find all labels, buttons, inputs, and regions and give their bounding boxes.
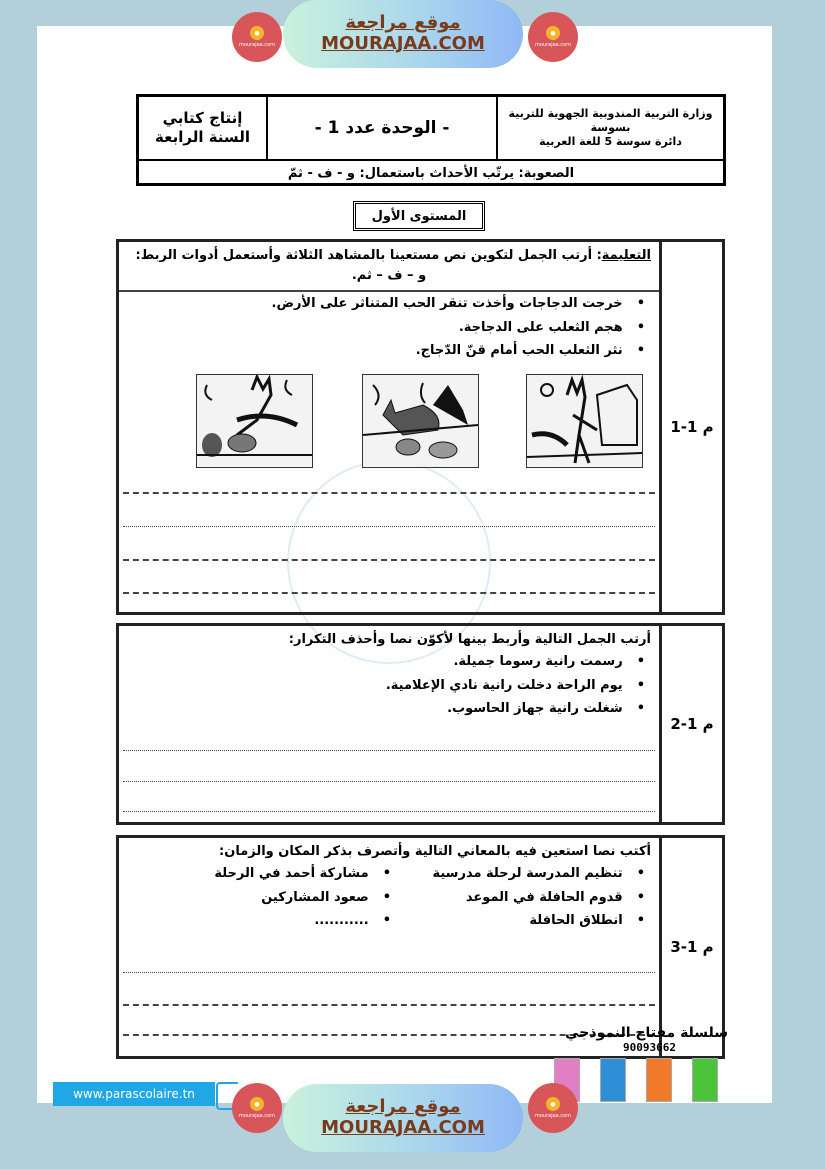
- list-item: • صعود المشاركين: [151, 886, 391, 909]
- parascolaire-link[interactable]: www.parascolaire.tn: [53, 1082, 215, 1106]
- list-item: • خرجت الدجاجات وأخذت تنقر الحب المتناثر على الأرض.: [119, 292, 645, 315]
- answer-line[interactable]: [123, 781, 655, 782]
- series-promo: سلسلة مفتاح النموذجي 90093662: [565, 1025, 728, 1054]
- sentence-list: [119, 650, 659, 720]
- unit-cell: - الوحدة عدد 1 -: [266, 97, 496, 159]
- ideas-list-left: [151, 862, 405, 932]
- fox-hiding-near-hens-image: [362, 374, 479, 468]
- banner-arabic: موقع مراجعة: [345, 1096, 461, 1118]
- mourajaa-badge-icon: ● mourajaa.com: [232, 1083, 282, 1133]
- banner-arabic: موقع مراجعة: [345, 12, 461, 34]
- list-item: • شغلت رانية جهاز الحاسوب.: [119, 697, 645, 720]
- ministry-cell: وزارة التربية المندوبية الجهوية للتربية بسوسة دائرة سوسة 5 للغة العربية: [496, 97, 723, 159]
- list-item: • مشاركة أحمد في الرحلة: [151, 862, 391, 885]
- mourajaa-badge-icon: ● mourajaa.com: [528, 12, 578, 62]
- answer-line[interactable]: [123, 750, 655, 751]
- list-item: • انطلاق الحافلة: [405, 909, 645, 932]
- exercise-1: [116, 239, 725, 615]
- exercise-instruction: أرتب الجمل التالية وأربط بينها لأكوّن نصا وأحذف التكرار:: [288, 632, 651, 647]
- ideas-list-right: [405, 862, 659, 932]
- answer-line[interactable]: [123, 492, 655, 494]
- mourajaa-banner-bottom[interactable]: [283, 1084, 523, 1152]
- list-item: • تنظيم المدرسة لرحلة مدرسية: [405, 862, 645, 885]
- exercise-label: م 1-3: [659, 838, 722, 1056]
- answer-line[interactable]: [123, 526, 655, 527]
- list-item: • ...........: [151, 909, 391, 932]
- book-cover-icon: [646, 1058, 672, 1102]
- sentence-list: [119, 292, 659, 362]
- fox-attacking-hen-image: [196, 374, 313, 468]
- difficulty-row: الصعوبة: يرتّب الأحداث باستعمال: و - ف - ثمّ: [287, 165, 575, 181]
- mourajaa-badge-icon: ● mourajaa.com: [232, 12, 282, 62]
- answer-line[interactable]: [123, 811, 655, 812]
- mourajaa-banner-top[interactable]: [283, 0, 523, 68]
- book-cover-icon: [600, 1058, 626, 1102]
- mourajaa-badge-icon: ● mourajaa.com: [528, 1083, 578, 1133]
- answer-line[interactable]: [123, 559, 655, 561]
- banner-latin: MOURAJAA.COM: [321, 1117, 485, 1138]
- book-cover-icon: [692, 1058, 718, 1102]
- subject-cell: إنتاج كتابي السنة الرابعة: [155, 108, 250, 146]
- exam-header: [136, 94, 726, 186]
- list-item: • رسمت رانية رسوما جميلة.: [119, 650, 645, 673]
- fox-scattering-grain-image: [526, 374, 643, 468]
- list-item: • نثر الثعلب الحب أمام قنّ الدّجاج.: [119, 339, 645, 362]
- exercise-label: م 1-1: [659, 242, 722, 612]
- exercise-label: م 1-2: [659, 626, 722, 822]
- exercise-instruction: التعليمة: أرتب الجمل لتكوين نص مستعينا بالمشاهد الثلاثة وأستعمل أدوات الربط: و – ف – ثم.: [119, 242, 659, 292]
- level-title: المستوى الأول: [353, 201, 485, 231]
- answer-line[interactable]: [123, 1004, 655, 1006]
- list-item: • قدوم الحافلة في الموعد: [405, 886, 645, 909]
- answer-line[interactable]: [123, 592, 655, 594]
- banner-latin: MOURAJAA.COM: [321, 33, 485, 54]
- answer-line[interactable]: [123, 972, 655, 973]
- exercise-instruction: أكتب نصا استعين فيه بالمعاني التالية وأتصرف بذكر المكان والزمان:: [219, 844, 651, 859]
- exercise-2: [116, 623, 725, 825]
- list-item: • يوم الراحة دخلت رانية نادي الإعلامية.: [119, 674, 645, 697]
- list-item: • هجم الثعلب على الدجاجة.: [119, 316, 645, 339]
